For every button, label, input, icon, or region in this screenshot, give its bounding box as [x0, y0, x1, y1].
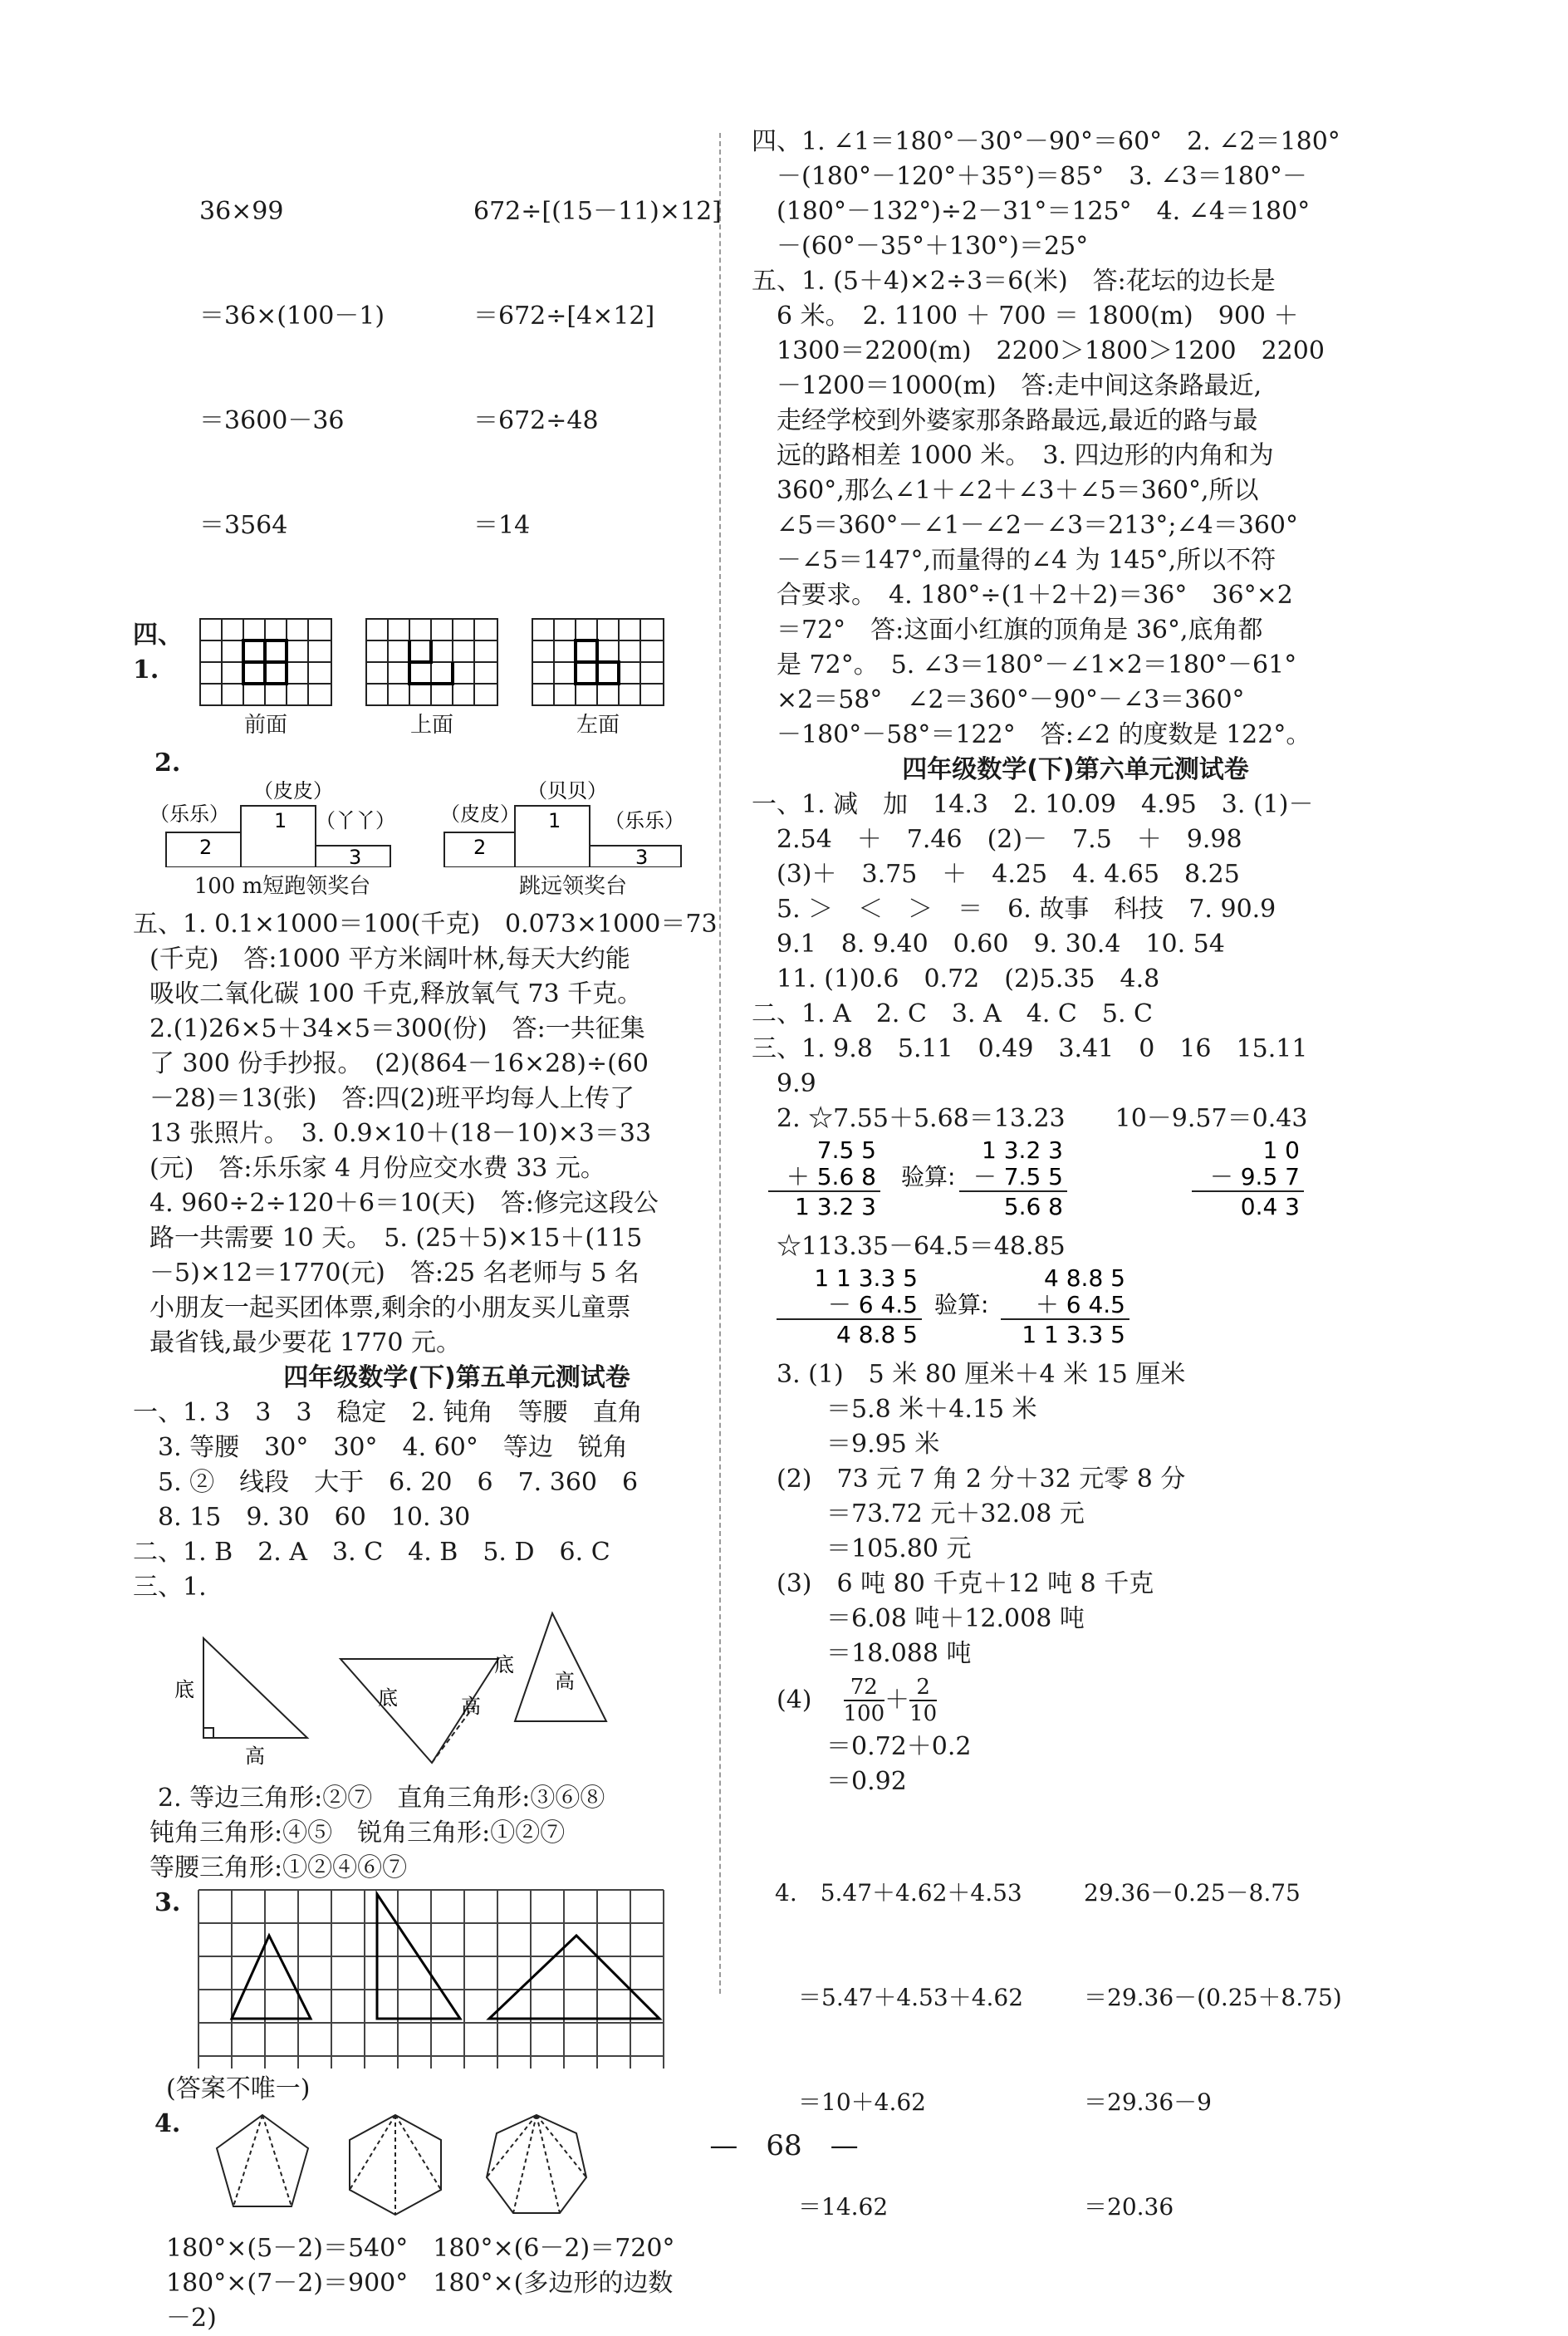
answer-line: 4. 960÷2÷120＋6＝10(天) 答:修完这段公 — [149, 1189, 659, 1218]
vertical-digit: ＋ 5.6 8 — [786, 1163, 876, 1190]
answer-line: 3. 等腰 30° 30° 4. 60° 等边 锐角 — [133, 1433, 628, 1462]
answer-line: 2.(1)26×5＋34×5＝300(份) 答:一共征集 — [149, 1014, 645, 1043]
podium-sprint-icon — [149, 781, 415, 867]
check-label: 验算: — [934, 1291, 989, 1318]
vertical-digit: 1 1 3.3 5 — [814, 1264, 918, 1292]
answer-line: ＝6.08 吨＋12.008 吨 — [752, 1604, 1085, 1633]
answer-line: (180°－132°)÷2－31°＝125° 4. ∠4＝180° — [752, 197, 1311, 226]
triangle-label: 高 — [245, 1745, 265, 1768]
vertical-digit: 7.5 5 — [816, 1136, 876, 1164]
answer-line: ＝18.088 吨 — [752, 1639, 972, 1668]
section-label: 三、1. — [133, 1573, 207, 1602]
unit6-section-one — [752, 788, 1399, 997]
answer-line: －(180°－120°＋35°)＝85° 3. ∠3＝180°－ — [752, 162, 1307, 191]
view-top — [365, 618, 498, 743]
podium-label: （丫丫） — [316, 809, 395, 832]
podium-label: （乐乐） — [149, 802, 229, 826]
answer-line: 是 72°。 5. ∠3＝180°－∠1×2＝180°－61° — [752, 650, 1297, 680]
answer-line: 最省钱,最少要花 1770 元。 — [149, 1328, 461, 1357]
answer-line: 11. (1)0.6 0.72 (2)5.35 4.8 — [752, 964, 1160, 994]
plus-sign: ＋ — [884, 1686, 910, 1715]
grid-top-icon — [365, 618, 498, 706]
podium-number: 2 — [199, 836, 213, 859]
question-label: 2. — [154, 748, 181, 778]
answer-line: 五、1. 0.1×1000＝100(千克) 0.073×1000＝73 — [133, 910, 718, 939]
vertical-digit: 1 0 — [1262, 1136, 1300, 1164]
answer-line: 4. 5.47＋4.62＋4.53 — [752, 1879, 1022, 1907]
answer-line: 路一共需要 10 天。 5. (25＋5)×15＋(115 — [149, 1224, 643, 1253]
vertical-digit: ＋ 6 4.5 — [1035, 1291, 1125, 1318]
podium-label: （皮皮） — [253, 781, 333, 802]
answer-line: 13 张照片。 3. 0.9×10＋(18－10)×3＝33 — [149, 1119, 652, 1148]
grid-front-icon — [199, 618, 332, 706]
answer-line: －28)＝13(张) 答:四(2)班平均每人上传了 — [149, 1084, 635, 1113]
podium-label: （皮皮） — [440, 802, 520, 826]
right-column — [752, 125, 1399, 2294]
podium-jump — [440, 781, 706, 904]
unit5-question-two — [133, 1781, 781, 1886]
answer-line: ＝0.92 — [752, 1767, 907, 1796]
vertical-digit: 4 8.8 5 — [836, 1321, 918, 1347]
answer-line: －180°－58°＝122° 答:∠2 的度数是 122°。 — [752, 720, 1311, 749]
answer-line: 走经学校到外婆家那条路最远,最近的路与最 — [752, 406, 1258, 435]
answer-line: 5. ＞ ＜ ＞ ＝ 6. 故事 科技 7. 90.9 — [752, 895, 1276, 924]
podium-caption: 跳远领奖台 — [518, 874, 627, 899]
vertical-digit: 1 3.2 3 — [982, 1136, 1063, 1164]
vertical-digit: 5.6 8 — [1003, 1193, 1063, 1220]
podium-number: 3 — [635, 846, 649, 867]
answer-line: ＝29.36－(0.25＋8.75) — [1084, 1984, 1342, 2011]
answer-line: 9.1 8. 9.40 0.60 9. 30.4 10. 54 — [752, 930, 1225, 959]
unit6-section-two: 二、1. A 2. C 3. A 4. C 5. C — [752, 999, 1153, 1028]
answer-line: (千克) 答:1000 平方米阔叶林,每天大约能 — [149, 945, 630, 974]
answer-line: 远的路相差 1000 米。 3. 四边形的内角和为 — [752, 441, 1274, 470]
section-five — [133, 907, 781, 1361]
question-label: 3. — [154, 1888, 181, 1917]
view-caption: 上面 — [409, 713, 453, 738]
podium-sprint — [149, 781, 415, 904]
podium-caption: 100 m短跑领奖台 — [194, 874, 371, 899]
grid-left-icon — [532, 618, 664, 706]
answer-line: －5)×12＝1770(元) 答:25 名老师与 5 名 — [149, 1259, 639, 1288]
unit5-section-two: 二、1. B 2. A 3. C 4. B 5. D 6. C — [133, 1538, 610, 1567]
podium-number: 2 — [473, 836, 487, 859]
podium-label: （乐乐） — [605, 809, 684, 832]
vertical-digit: 4 8.8 5 — [1044, 1264, 1125, 1292]
answer-line: ＝9.95 米 — [752, 1430, 940, 1459]
answer-line: 180°×(5－2)＝540° 180°×(6－2)＝720° — [166, 2234, 675, 2263]
answer-line: 等腰三角形:①②④⑥⑦ — [149, 1853, 408, 1882]
view-left — [532, 618, 664, 743]
triangle-label: 底 — [494, 1653, 514, 1676]
answer-line: 8. 15 9. 30 60 10. 30 — [133, 1503, 471, 1532]
answer-line: 小朋友一起买团体票,剩余的小朋友买儿童票 — [149, 1293, 631, 1323]
unit6-title: 四年级数学(下)第六单元测试卷 — [902, 755, 1249, 784]
grid-triangles-icon — [194, 1886, 693, 2069]
answer-line: 一、1. 3 3 3 稳定 2. 钝角 等腰 直角 — [133, 1398, 643, 1427]
unit5-title: 四年级数学(下)第五单元测试卷 — [283, 1363, 630, 1392]
view-caption: 左面 — [576, 713, 620, 738]
section-five — [752, 264, 1399, 753]
answer-line: －2) — [166, 2304, 217, 2333]
answer-line: ∠5＝360°－∠1－∠2－∠3＝213°;∠4＝360° — [752, 511, 1299, 540]
answer-line: ＝29.36－9 — [1084, 2088, 1212, 2116]
vertical-digit: － 7.5 5 — [973, 1163, 1063, 1190]
answer-line: 5. ② 线段 大于 6. 20 6 7. 360 6 — [133, 1468, 639, 1497]
denominator: 10 — [909, 1701, 938, 1726]
answer-line: 了 300 份手抄报。 (2)(864－16×28)÷(60 — [149, 1049, 649, 1078]
podium-number: 1 — [274, 809, 287, 832]
unit5-question-four — [133, 2231, 781, 2336]
answer-line: 2. 等边三角形:②⑦ 直角三角形:③⑥⑧ — [133, 1784, 605, 1813]
answer-line: 2.54 ＋ 7.46 (2)－ 7.5 ＋ 9.98 — [752, 825, 1242, 854]
question-label: (4) — [752, 1686, 812, 1715]
answer-line: 五、1. (5＋4)×2÷3＝6(米) 答:花坛的边长是 — [752, 267, 1276, 296]
podium-number: 3 — [349, 846, 362, 867]
fraction — [844, 1675, 885, 1726]
answer-line: ＝20.36 — [1084, 2193, 1174, 2221]
answer-line: (3)＋ 3.75 ＋ 4.25 4. 4.65 8.25 — [752, 860, 1240, 889]
answer-line: ＝73.72 元＋32.08 元 — [752, 1499, 1085, 1529]
calc-line: 672÷[(15－11)×12] — [473, 197, 722, 226]
vertical-digit: 0.4 3 — [1240, 1193, 1300, 1220]
vertical-addition-figure — [752, 1136, 1350, 1220]
answer-line: ＝14.62 — [752, 2193, 889, 2221]
answer-line: 6 米。 2. 1100 ＋ 700 ＝ 1800(m) 900 ＋ — [752, 302, 1299, 331]
answer-line: 一、1. 减 加 14.3 2. 10.09 4.95 3. (1)－ — [752, 790, 1314, 819]
podium-number: 1 — [548, 809, 561, 832]
section-four — [752, 125, 1399, 264]
calc-line: ＝3564 — [199, 511, 288, 540]
check-label: 验算: — [901, 1163, 956, 1190]
calc-line: 36×99 — [199, 197, 284, 226]
triangle-label: 高 — [461, 1695, 481, 1718]
unit5-section-one — [133, 1396, 781, 1535]
answer-line: ＝10＋4.62 — [752, 2088, 926, 2116]
answer-line: －(60°－35°＋130°)＝25° — [752, 232, 1089, 261]
answer-line: ☆113.35－64.5＝48.85 — [752, 1232, 1066, 1261]
calc-line: ＝14 — [473, 511, 531, 540]
numerator: 72 — [844, 1675, 885, 1701]
left-column — [133, 125, 781, 2336]
answer-line: (2) 73 元 7 角 2 分＋32 元零 8 分 — [752, 1465, 1186, 1494]
answer-line: ＝0.72＋0.2 — [752, 1732, 972, 1761]
denominator: 100 — [843, 1701, 885, 1726]
answer-line: 360°,那么∠1＋∠2＋∠3＋∠5＝360°,所以 — [752, 476, 1259, 505]
podium-label: （贝贝） — [527, 781, 607, 802]
vertical-digit: 1 3.2 3 — [795, 1193, 876, 1220]
calc-line: ＝672÷[4×12] — [473, 302, 655, 331]
answer-line: ＝72° 答:这面小红旗的顶角是 36°,底角都 — [752, 616, 1263, 645]
answer-line: 3. (1) 5 米 80 厘米＋4 米 15 厘米 — [752, 1360, 1186, 1389]
calc-pair — [133, 125, 781, 613]
answer-line: 合要求。 4. 180°÷(1＋2＋2)＝36° 36°×2 — [752, 581, 1293, 610]
answer-line: －∠5＝147°,而量得的∠4 为 145°,所以不符 — [752, 546, 1276, 575]
answer-line: 钝角三角形:④⑤ 锐角三角形:①②⑦ — [149, 1818, 566, 1848]
answer-line: 2. ☆7.55＋5.68＝13.23 10－9.57＝0.43 — [752, 1104, 1308, 1133]
vertical-subtraction-figure — [752, 1264, 1350, 1347]
answer-line: ＝5.47＋4.53＋4.62 — [752, 1984, 1024, 2011]
answer-line: ＝105.80 元 — [752, 1534, 972, 1563]
vertical-digit: － 9.5 7 — [1209, 1163, 1300, 1190]
triangle-label: 高 — [555, 1670, 575, 1693]
fraction-expression — [752, 1671, 1399, 1730]
triangle-label: 底 — [378, 1686, 398, 1710]
answer-line: 9.9 — [752, 1069, 816, 1098]
triangle-label: 底 — [174, 1678, 194, 1701]
calc-line: ＝36×(100－1) — [199, 302, 385, 331]
fraction — [909, 1675, 937, 1726]
answer-line: 29.36－0.25－8.75 — [1084, 1879, 1301, 1907]
view-caption: 前面 — [243, 713, 287, 738]
answer-line: 1300＝2200(m) 2200＞1800＞1200 2200 — [752, 336, 1325, 366]
unit6-question-three — [752, 1357, 1399, 1671]
podiums — [133, 781, 781, 904]
grid-lines — [198, 1890, 664, 2069]
answer-line: －1200＝1000(m) 答:走中间这条路最近, — [752, 371, 1262, 400]
answer-line: 三、1. 9.8 5.11 0.49 3.41 0 16 15.11 — [752, 1034, 1308, 1063]
answer-line: ＝5.8 米＋4.15 米 — [752, 1395, 1037, 1424]
numerator: 2 — [909, 1675, 937, 1701]
page-number: — 68 — — [709, 2129, 859, 2162]
triangles-height-figure — [166, 1605, 664, 1771]
podium-jump-icon — [440, 781, 706, 867]
answer-note: (答案不唯一) — [166, 2074, 311, 2103]
answer-line: 吸收二氧化碳 100 千克,释放氧气 73 千克。 — [149, 979, 643, 1009]
section-label: 四、1. — [133, 621, 183, 685]
vertical-digit: － 6 4.5 — [827, 1291, 918, 1318]
calc-line: ＝672÷48 — [473, 406, 599, 435]
view-front — [199, 618, 332, 743]
answer-line: (元) 答:乐乐家 4 月份应交水费 33 元。 — [149, 1154, 605, 1183]
answer-line: ×2＝58° ∠2＝360°－90°－∠3＝360° — [752, 685, 1245, 714]
answer-line: 四、1. ∠1＝180°－30°－90°＝60° 2. ∠2＝180° — [752, 127, 1340, 156]
vertical-digit: 1 1 3.3 5 — [1022, 1321, 1125, 1347]
answer-line: 180°×(7－2)＝900° 180°×(多边形的边数 — [166, 2269, 674, 2298]
calc-line: ＝3600－36 — [199, 406, 345, 435]
unit6-question-four — [752, 1806, 1399, 2294]
answer-line: (3) 6 吨 80 千克＋12 吨 8 千克 — [752, 1569, 1154, 1598]
question-label: 4. — [154, 2109, 181, 2138]
